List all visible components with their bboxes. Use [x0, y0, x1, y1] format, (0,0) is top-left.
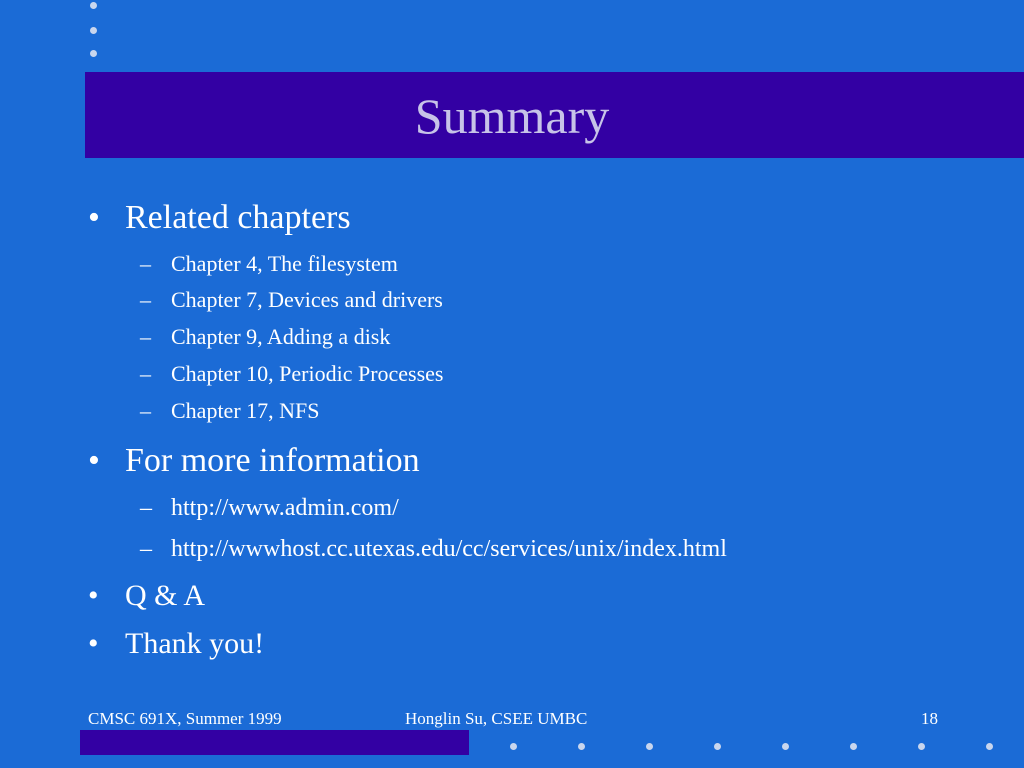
bullet-text: Thank you! — [125, 627, 265, 660]
subitem-marker: – — [140, 398, 151, 423]
bullet-marker: • — [88, 579, 99, 612]
decorative-dot — [850, 743, 857, 750]
decorative-dot — [918, 743, 925, 750]
bullet-text: Related chapters — [125, 199, 351, 236]
subitem-link-text[interactable]: http://wwwhost.cc.utexas.edu/cc/services/unix/index.html — [171, 536, 727, 562]
subitem-marker: – — [140, 495, 152, 521]
footer-page-number: 18 — [921, 709, 938, 728]
footer-course: CMSC 691X, Summer 1999 — [88, 709, 282, 728]
subitem-link-text[interactable]: http://www.admin.com/ — [171, 495, 399, 521]
decorative-dot — [646, 743, 653, 750]
subitem-marker: – — [140, 324, 151, 349]
decorative-dot — [782, 743, 789, 750]
subitem-text: Chapter 7, Devices and drivers — [171, 287, 443, 312]
bullet-marker: • — [88, 442, 100, 479]
footer-author: Honglin Su, CSEE UMBC — [405, 709, 588, 728]
decorative-dot — [578, 743, 585, 750]
subitem-marker: – — [140, 251, 151, 276]
subitem-text: Chapter 4, The filesystem — [171, 251, 398, 276]
decorative-dot — [986, 743, 993, 750]
subitem-marker: – — [140, 361, 151, 386]
slide-title: Summary — [414, 88, 610, 144]
subitem-text: Chapter 10, Periodic Processes — [171, 361, 444, 386]
bullet-marker: • — [88, 199, 100, 236]
footer-band — [80, 730, 469, 755]
subitem-marker: – — [140, 287, 151, 312]
decorative-dot — [510, 743, 517, 750]
bullet-marker: • — [88, 627, 99, 660]
subitem-text: Chapter 17, NFS — [171, 398, 320, 423]
bullet-text: For more information — [125, 442, 420, 479]
subitem-text: Chapter 9, Adding a disk — [171, 324, 391, 349]
subitem-marker: – — [140, 536, 152, 562]
decorative-dot — [714, 743, 721, 750]
bullet-text: Q & A — [125, 579, 206, 612]
